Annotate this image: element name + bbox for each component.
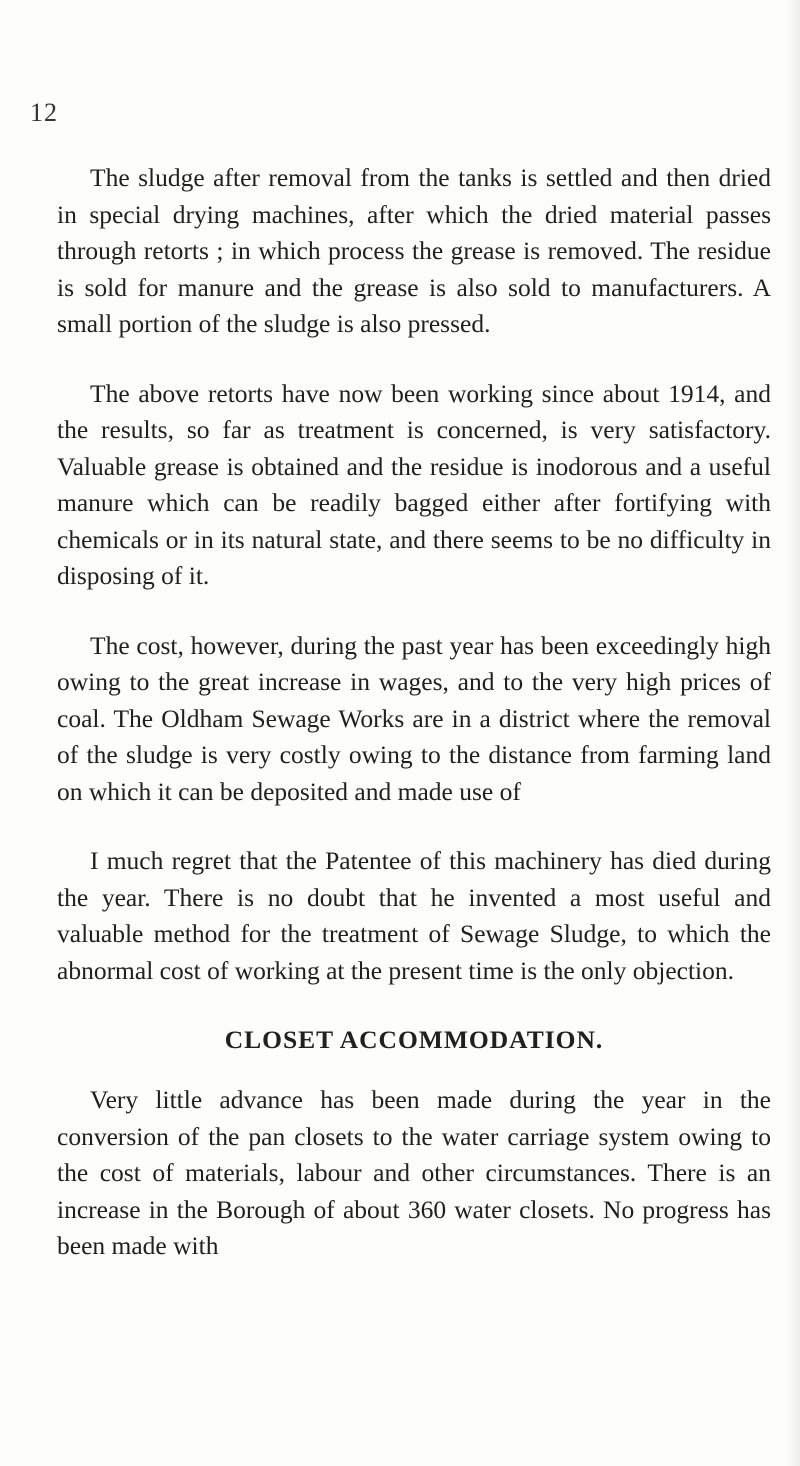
body-text — [57, 160, 771, 1298]
paragraph-cost: The cost, however, during the past year has been exceedingly high owing to the great increase in wages, and to the very high prices of coal. The Oldham Sewage Works are in a district where the removal of the sludge is very costly owing to the distance from farming land on which it can be deposited and made use of — [57, 630, 771, 806]
paragraph-retorts-results: The above retorts have now been working since about 1914, and the results, so far as treatment is concerned, is very satisfactory. Valuable grease is obtained and the residue is inodorous and a useful manure which can be readily bagged either after fortifying with chemicals or in its natural state, and there seems to be no difficulty in disposing of it. — [57, 378, 771, 590]
paragraph-sludge-treatment: The sludge after removal from the tanks is settled and then dried in special drying machines, after which the dried material passes through retorts ; in which process the grease is removed. The residue is sold for manure and the grease is also sold to manufacturers. A small portion of the sludge is also pressed. — [57, 163, 771, 338]
paragraph-patentee: I much regret that the Patentee of this machinery has died during the year. There is no doubt that he invented a most useful and valuable method for the treatment of Sewage Sludge, to which the abnormal cost of working at the present time is the only objection. — [57, 846, 771, 985]
section-heading-closet-accommodation: CLOSET ACCOMMODATION. — [224, 1025, 604, 1054]
page-edge-shadow — [786, 0, 800, 1466]
paragraph-closet-conversion: Very little advance has been made during the year in the conversion of the pan closets to the water carriage system owing to the cost of materials, labour and other circumstances. There is an increase in the Borough of about 360 water closets. No progress has been made with — [57, 1085, 771, 1260]
page-number: 12 — [30, 98, 58, 127]
